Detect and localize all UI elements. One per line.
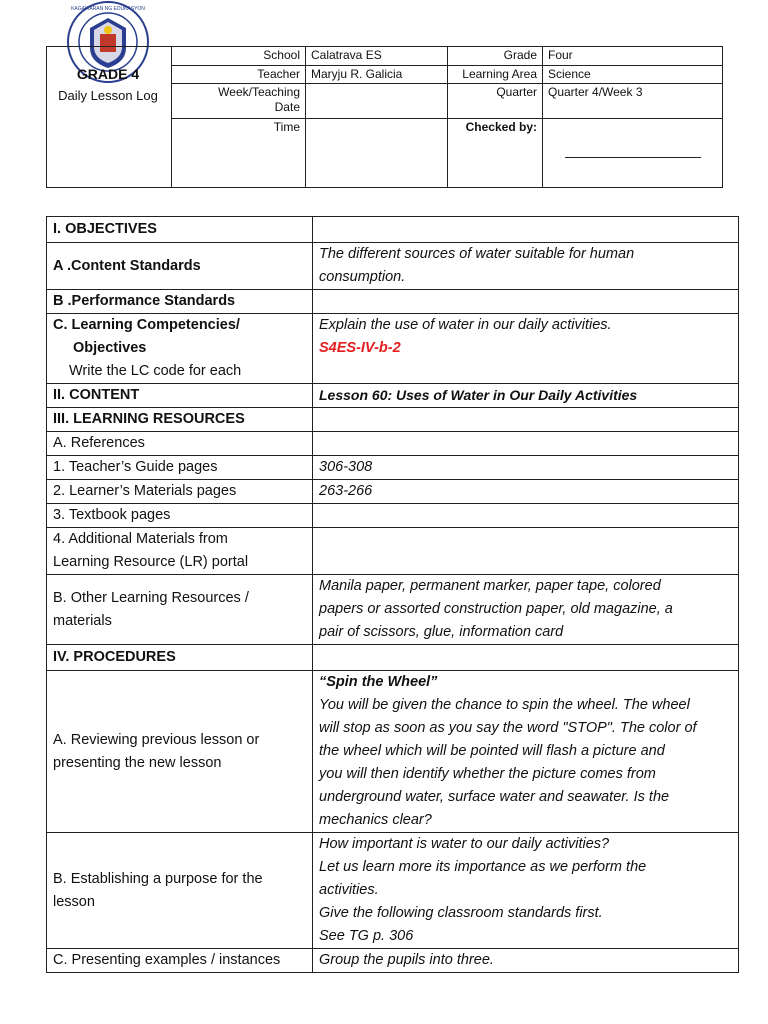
- objectives-value: [313, 217, 739, 243]
- lesson-table: [46, 216, 739, 973]
- reviewing-line6: mechanics clear?: [319, 812, 432, 828]
- other-resources-value-line3: pair of scissors, glue, information card: [319, 624, 564, 640]
- lc-code: S4ES-IV-b-2: [319, 340, 401, 356]
- purpose-label-line1: B. Establishing a purpose for the: [53, 870, 263, 887]
- procedures-label: IV. PROCEDURES: [47, 645, 313, 671]
- quarter-value: Quarter 4/Week 3: [543, 84, 723, 119]
- purpose-line5: See TG p. 306: [319, 928, 414, 944]
- procedures-value: [313, 645, 739, 671]
- performance-standards-label: B .Performance Standards: [47, 290, 313, 314]
- week-label-line2: Date: [274, 100, 300, 114]
- content-standards-value: [313, 243, 739, 290]
- reviewing-line5: underground water, surface water and seawater. Is the: [319, 789, 670, 805]
- teacher-label: Teacher: [172, 65, 306, 84]
- time-label: Time: [172, 119, 306, 188]
- learning-resources-label: III. LEARNING RESOURCES: [47, 408, 313, 432]
- textbook-value: [313, 504, 739, 528]
- week-label: [172, 84, 306, 119]
- other-resources-line2: materials: [53, 612, 112, 629]
- competencies-label: [47, 314, 313, 384]
- purpose-label-line2: lesson: [53, 893, 95, 910]
- additional-materials-value: [313, 528, 739, 575]
- references-value: [313, 432, 739, 456]
- content-value: Lesson 60: Uses of Water in Our Daily Activities: [313, 384, 739, 408]
- other-resources-label: [47, 575, 313, 645]
- checked-label: Checked by:: [448, 119, 543, 188]
- reviewing-line4: you will then identify whether the picture comes from: [319, 766, 656, 782]
- daily-lesson-log-title: Daily Lesson Log: [58, 88, 158, 103]
- checked-value: [543, 119, 723, 188]
- competencies-label-line1: C. Learning Competencies/: [53, 317, 240, 333]
- purpose-value: [313, 833, 739, 949]
- grade-title: GRADE 4: [76, 66, 140, 82]
- area-label: Learning Area: [448, 65, 543, 84]
- school-label: School: [172, 47, 306, 66]
- reviewing-line2: will stop as soon as you say the word "STOP". The color of: [319, 720, 697, 736]
- reviewing-label: [47, 671, 313, 833]
- content-standards-line1: The different sources of water suitable for human: [319, 246, 635, 262]
- quarter-label: Quarter: [448, 84, 543, 119]
- area-value: Science: [543, 65, 723, 84]
- spin-the-wheel-title: “Spin the Wheel”: [319, 674, 438, 690]
- teachers-guide-value: 306-308: [313, 456, 739, 480]
- learners-materials-label: 2. Learner’s Materials pages: [47, 480, 313, 504]
- additional-materials-line1: 4. Additional Materials from: [53, 531, 228, 547]
- examples-value: Group the pupils into three.: [313, 949, 739, 973]
- competencies-label-line3: Write the LC code for each: [69, 363, 242, 379]
- other-resources-line1: B. Other Learning Resources /: [53, 589, 249, 606]
- purpose-line3: activities.: [319, 882, 379, 898]
- other-resources-value-line2: papers or assorted construction paper, old magazine, a: [319, 601, 673, 617]
- textbook-label: 3. Textbook pages: [47, 504, 313, 528]
- teachers-guide-label: 1. Teacher’s Guide pages: [47, 456, 313, 480]
- week-value: [306, 84, 448, 119]
- reviewing-line1: You will be given the chance to spin the wheel. The wheel: [319, 697, 690, 713]
- school-value: Calatrava ES: [306, 47, 448, 66]
- content-standards-line2: consumption.: [319, 269, 406, 285]
- purpose-label: [47, 833, 313, 949]
- learners-materials-value: 263-266: [313, 480, 739, 504]
- content-standards-label: A .Content Standards: [47, 243, 313, 290]
- reviewing-label-line1: A. Reviewing previous lesson or: [53, 731, 260, 748]
- purpose-line1: How important is water to our daily activities?: [319, 836, 610, 852]
- other-resources-value: [313, 575, 739, 645]
- teacher-value: Maryju R. Galicia: [306, 65, 448, 84]
- competencies-value: [313, 314, 739, 384]
- grade-label: Grade: [448, 47, 543, 66]
- learning-resources-value: [313, 408, 739, 432]
- examples-label: C. Presenting examples / instances: [47, 949, 313, 973]
- purpose-line2: Let us learn more its importance as we perform the: [319, 859, 647, 875]
- reviewing-line3: the wheel which will be pointed will flash a picture and: [319, 743, 665, 759]
- grade-value: Four: [543, 47, 723, 66]
- performance-standards-value: [313, 290, 739, 314]
- purpose-line4: Give the following classroom standards first.: [319, 905, 603, 921]
- week-label-line1: Week/Teaching: [218, 85, 300, 99]
- other-resources-value-line1: Manila paper, permanent marker, paper tape, colored: [319, 578, 661, 594]
- competencies-label-line2: Objectives: [73, 340, 147, 356]
- reviewing-value: [313, 671, 739, 833]
- svg-text:KAGAWARAN NG EDUKASYON: KAGAWARAN NG EDUKASYON: [71, 6, 145, 12]
- additional-materials-line2: Learning Resource (LR) portal: [53, 554, 249, 570]
- references-label: A. References: [47, 432, 313, 456]
- objectives-label: I. OBJECTIVES: [47, 217, 313, 243]
- reviewing-label-line2: presenting the new lesson: [53, 754, 222, 771]
- competencies-text: Explain the use of water in our daily activities.: [319, 317, 612, 333]
- time-value: [306, 119, 448, 188]
- signature-line: [565, 157, 701, 158]
- additional-materials-label: [47, 528, 313, 575]
- content-label: II. CONTENT: [47, 384, 313, 408]
